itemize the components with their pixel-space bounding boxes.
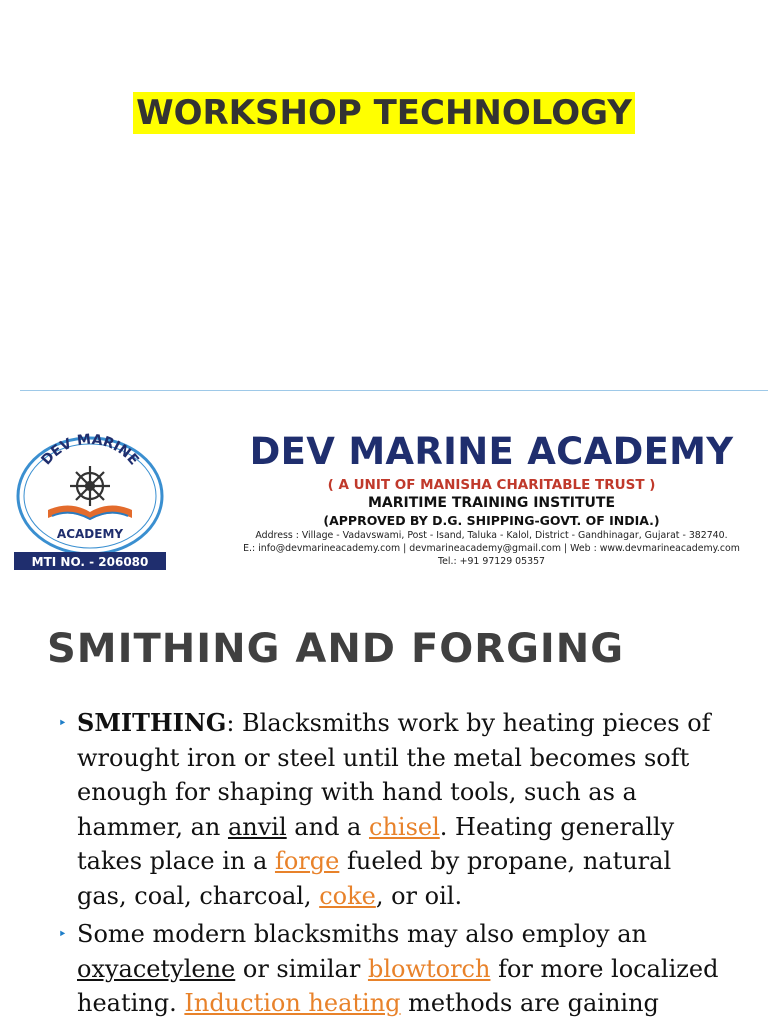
- link-blowtorch[interactable]: blowtorch: [367, 954, 491, 983]
- logo-mti-number: MTI NO. - 206080: [31, 555, 149, 569]
- brand-block: [215, 430, 768, 568]
- bullet-list: [0, 706, 768, 1025]
- bullet-item: [0, 706, 768, 913]
- link-coke[interactable]: coke: [319, 881, 376, 910]
- link-chisel[interactable]: chisel: [369, 812, 440, 841]
- link-forge[interactable]: forge: [274, 847, 340, 875]
- academy-banner: [0, 418, 768, 583]
- text: and a: [286, 812, 369, 841]
- text: : Blacksmiths work by heating pieces of wrought iron or steel until the metal becomes soft enough for shaping with hand tools, such as a hammer, an: [77, 709, 711, 841]
- ship-wheel-icon: [70, 466, 110, 506]
- text: or similar: [235, 954, 368, 983]
- brand-tel: Tel.: +91 97129 05357: [437, 556, 545, 567]
- brand-approved: (APPROVED BY D.G. SHIPPING-GOVT. OF INDIA.): [323, 513, 660, 528]
- logo-bottom-text: ACADEMY: [56, 527, 124, 541]
- divider: [20, 390, 768, 391]
- section-heading: SMITHING AND FORGING: [47, 626, 625, 672]
- text: Some modern blacksmiths may also employ an: [77, 920, 647, 948]
- link-induction-heating[interactable]: Induction heating: [184, 989, 401, 1017]
- academy-logo: [10, 426, 170, 576]
- text: . Heating generally takes place in a: [77, 812, 675, 875]
- text: methods are gaining: [400, 989, 659, 1017]
- brand-address: Address : Village - Vadavswami, Post - Isand, Taluka - Kalol, District - Gandhinagar, Gujarat - 382740.: [255, 530, 728, 541]
- logo-top-text: DEV MARINE: [38, 431, 142, 469]
- term-smithing: SMITHING: [77, 708, 227, 737]
- bullet-marker-icon: ‣: [58, 714, 67, 732]
- bullet-marker-icon: ‣: [58, 925, 67, 943]
- brand-contact: E.: info@devmarineacademy.com | devmarineacademy@gmail.com | Web : www.devmarineacademy.com: [243, 543, 740, 554]
- text: fueled by propane, natural gas, coal, charcoal,: [77, 847, 672, 910]
- brand-unit: ( A UNIT OF MANISHA CHARITABLE TRUST ): [327, 477, 656, 493]
- title-wrap: [0, 92, 768, 134]
- text: , or oil.: [375, 881, 463, 910]
- text: for more localized heating.: [77, 954, 719, 1017]
- bullet-item: [0, 917, 768, 1021]
- brand-institute: MARITIME TRAINING INSTITUTE: [367, 495, 616, 511]
- brand-name: DEV MARINE ACADEMY: [249, 430, 734, 473]
- link-oxyacetylene[interactable]: oxyacetylene: [77, 954, 236, 983]
- link-anvil[interactable]: anvil: [227, 812, 287, 841]
- slide-title: WORKSHOP TECHNOLOGY: [133, 92, 635, 134]
